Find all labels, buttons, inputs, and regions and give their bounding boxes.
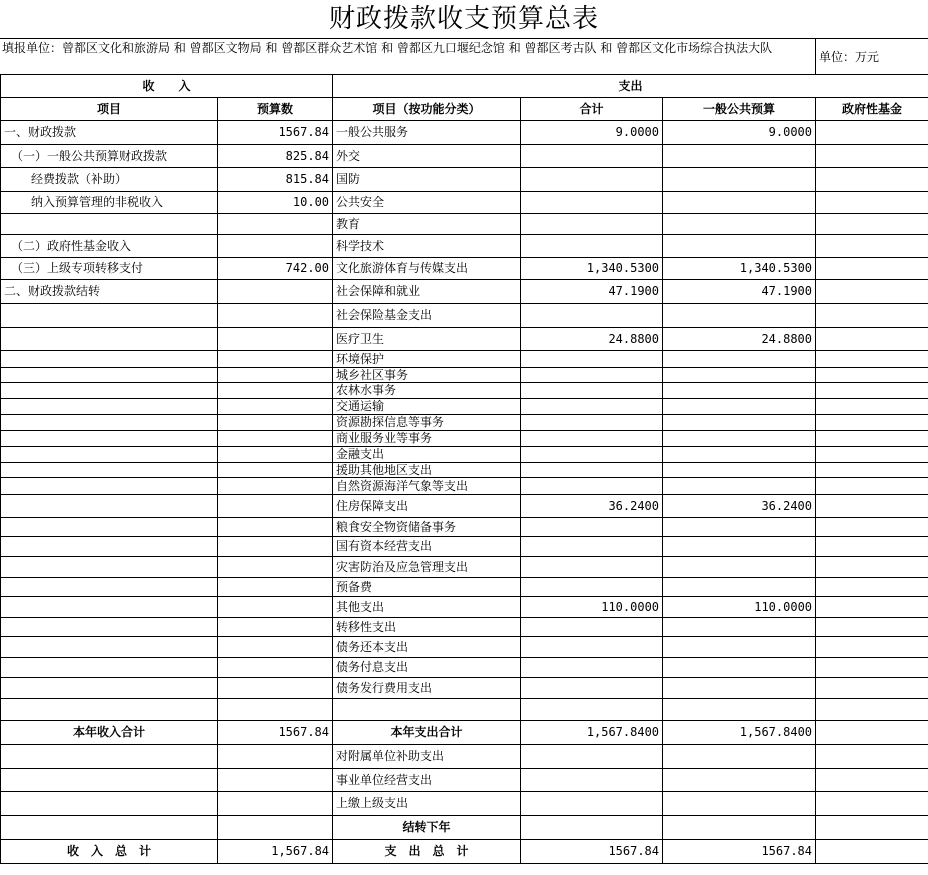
expense-general-cell (663, 637, 816, 658)
income-item-cell: （一）一般公共预算财政拨款 (1, 145, 218, 168)
expense-general-cell (663, 745, 816, 769)
expense-fund-cell (816, 495, 928, 518)
income-item-cell (1, 557, 218, 578)
income-item-cell (1, 415, 218, 431)
income-item-cell (1, 368, 218, 383)
income-item-cell: 一、财政拨款 (1, 121, 218, 145)
income-value-cell (218, 578, 333, 597)
expense-fund-cell (816, 145, 928, 168)
expense-fund-cell (816, 121, 928, 145)
expense-item-cell: 交通运输 (333, 399, 521, 415)
expense-fund-cell (816, 637, 928, 658)
expense-item-cell: 援助其他地区支出 (333, 463, 521, 478)
expense-fund-cell (816, 478, 928, 495)
expense-fund-cell (816, 168, 928, 192)
expense-total-cell: 1567.84 (521, 840, 663, 864)
table-row (1, 399, 928, 415)
table-row (1, 447, 928, 463)
expense-item-cell: 支 出 总 计 (333, 840, 521, 864)
income-item-cell: 收 入 总 计 (1, 840, 218, 864)
expense-general-cell (663, 678, 816, 699)
expense-total-cell: 110.0000 (521, 597, 663, 618)
expense-fund-cell (816, 557, 928, 578)
expense-fund-cell (816, 415, 928, 431)
income-value-cell (218, 399, 333, 415)
expense-item-cell: 债务发行费用支出 (333, 678, 521, 699)
expense-general-cell (663, 816, 816, 840)
expense-fund-cell (816, 463, 928, 478)
expense-general-cell: 9.0000 (663, 121, 816, 145)
expense-general-cell (663, 618, 816, 637)
table-row (1, 192, 928, 214)
expense-total-cell (521, 463, 663, 478)
expense-item-cell: 一般公共服务 (333, 121, 521, 145)
income-value-cell (218, 368, 333, 383)
expense-general-cell (663, 537, 816, 557)
page-title: 财政拨款收支预算总表 (328, 4, 599, 34)
expense-general-cell: 1,567.8400 (663, 721, 816, 745)
income-item-cell (1, 463, 218, 478)
table-row (1, 495, 928, 518)
table-row (1, 478, 928, 495)
expense-general-cell: 24.8800 (663, 328, 816, 351)
expense-general-cell (663, 447, 816, 463)
income-value-cell (218, 658, 333, 678)
expense-total-cell (521, 618, 663, 637)
expense-general-cell (663, 399, 816, 415)
table-row (1, 145, 928, 168)
expense-item-cell: 本年支出合计 (333, 721, 521, 745)
expense-total-cell: 9.0000 (521, 121, 663, 145)
income-value-cell (218, 745, 333, 769)
income-item-cell (1, 518, 218, 537)
income-value-cell: 815.84 (218, 168, 333, 192)
expense-fund-cell (816, 678, 928, 699)
expense-total-cell (521, 431, 663, 447)
income-item-cell (1, 769, 218, 792)
income-item-cell: 本年收入合计 (1, 721, 218, 745)
income-item-cell (1, 431, 218, 447)
income-value-cell (218, 792, 333, 816)
income-value-cell (218, 678, 333, 699)
expense-fund-cell (816, 235, 928, 258)
table-row (1, 578, 928, 597)
table-row (1, 745, 928, 769)
income-item-cell: 经费拨款（补助） (1, 168, 218, 192)
table-row (1, 431, 928, 447)
expense-item-cell: 住房保障支出 (333, 495, 521, 518)
expense-total-cell (521, 537, 663, 557)
expense-general-cell (663, 658, 816, 678)
section-header-row (1, 75, 928, 98)
expense-general-cell (663, 383, 816, 399)
expense-item-cell: 结转下年 (333, 816, 521, 840)
col-header-general: 一般公共预算 (663, 98, 816, 121)
table-row (1, 637, 928, 658)
expense-general-cell: 36.2400 (663, 495, 816, 518)
income-value-cell: 742.00 (218, 258, 333, 280)
expense-general-cell (663, 699, 816, 721)
expense-fund-cell (816, 383, 928, 399)
income-item-cell (1, 383, 218, 399)
expense-total-cell (521, 578, 663, 597)
expense-fund-cell (816, 658, 928, 678)
expense-general-cell (663, 463, 816, 478)
col-header-total: 合计 (521, 98, 663, 121)
expense-item-cell: 资源勘探信息等事务 (333, 415, 521, 431)
expense-fund-cell (816, 280, 928, 304)
income-item-cell (1, 597, 218, 618)
expense-general-cell: 110.0000 (663, 597, 816, 618)
table-row (1, 840, 928, 864)
expense-total-cell (521, 351, 663, 368)
expense-item-cell: 预备费 (333, 578, 521, 597)
table-row (1, 518, 928, 537)
income-header: 收 入 (1, 75, 333, 98)
expense-total-cell (521, 214, 663, 235)
expense-total-cell (521, 447, 663, 463)
col-header-func-item: 项目（按功能分类） (333, 98, 521, 121)
expense-total-cell (521, 415, 663, 431)
income-value-cell (218, 280, 333, 304)
income-item-cell (1, 745, 218, 769)
expense-total-cell (521, 816, 663, 840)
expense-general-cell (663, 792, 816, 816)
expense-item-cell: 国防 (333, 168, 521, 192)
expense-fund-cell (816, 328, 928, 351)
income-value-cell: 10.00 (218, 192, 333, 214)
expense-total-cell (521, 145, 663, 168)
income-item-cell (1, 447, 218, 463)
expense-fund-cell (816, 351, 928, 368)
table-row (1, 699, 928, 721)
table-row (1, 769, 928, 792)
expense-item-cell: 对附属单位补助支出 (333, 745, 521, 769)
income-item-cell (1, 537, 218, 557)
income-value-cell (218, 351, 333, 368)
expense-total-cell (521, 745, 663, 769)
expense-item-cell: 社会保险基金支出 (333, 304, 521, 328)
expense-total-cell (521, 518, 663, 537)
expense-general-cell: 1567.84 (663, 840, 816, 864)
income-item-cell: 纳入预算管理的非税收入 (1, 192, 218, 214)
expense-general-cell: 47.1900 (663, 280, 816, 304)
income-value-cell (218, 537, 333, 557)
income-item-cell: 二、财政拨款结转 (1, 280, 218, 304)
expense-total-cell (521, 658, 663, 678)
income-item-cell (1, 658, 218, 678)
table-row (1, 235, 928, 258)
expense-item-cell: 灾害防治及应急管理支出 (333, 557, 521, 578)
expense-general-cell (663, 368, 816, 383)
expense-header: 支出 (333, 75, 928, 98)
expense-general-cell (663, 145, 816, 168)
expense-general-cell (663, 578, 816, 597)
expense-item-cell: 事业单位经营支出 (333, 769, 521, 792)
expense-total-cell: 36.2400 (521, 495, 663, 518)
income-value-cell (218, 557, 333, 578)
income-value-cell (218, 618, 333, 637)
income-value-cell (218, 637, 333, 658)
income-item-cell (1, 351, 218, 368)
expense-total-cell: 24.8800 (521, 328, 663, 351)
table-row (1, 121, 928, 145)
expense-item-cell: 环境保护 (333, 351, 521, 368)
income-value-cell (218, 816, 333, 840)
table-row (1, 415, 928, 431)
income-item-cell (1, 304, 218, 328)
expense-fund-cell (816, 399, 928, 415)
expense-fund-cell (816, 304, 928, 328)
expense-general-cell (663, 415, 816, 431)
table-row (1, 721, 928, 745)
income-item-cell (1, 792, 218, 816)
expense-total-cell (521, 699, 663, 721)
income-item-cell (1, 214, 218, 235)
income-item-cell (1, 578, 218, 597)
table-row (1, 597, 928, 618)
expense-item-cell: 科学技术 (333, 235, 521, 258)
expense-item-cell: 其他支出 (333, 597, 521, 618)
expense-general-cell (663, 192, 816, 214)
expense-general-cell (663, 478, 816, 495)
expense-item-cell: 城乡社区事务 (333, 368, 521, 383)
expense-fund-cell (816, 769, 928, 792)
expense-item-cell: 上缴上级支出 (333, 792, 521, 816)
expense-item-cell: 债务付息支出 (333, 658, 521, 678)
income-item-cell (1, 699, 218, 721)
income-item-cell (1, 618, 218, 637)
expense-fund-cell (816, 368, 928, 383)
income-value-cell (218, 518, 333, 537)
expense-item-cell: 农林水事务 (333, 383, 521, 399)
income-item-cell: （三）上级专项转移支付 (1, 258, 218, 280)
expense-general-cell (663, 769, 816, 792)
expense-total-cell (521, 637, 663, 658)
table-row (1, 258, 928, 280)
expense-item-cell: 外交 (333, 145, 521, 168)
income-value-cell (218, 328, 333, 351)
unit-info-row (0, 38, 928, 74)
expense-fund-cell (816, 745, 928, 769)
expense-total-cell (521, 383, 663, 399)
income-value-cell: 1567.84 (218, 121, 333, 145)
income-value-cell (218, 495, 333, 518)
table-row (1, 792, 928, 816)
expense-fund-cell (816, 597, 928, 618)
income-value-cell: 1567.84 (218, 721, 333, 745)
expense-item-cell: 公共安全 (333, 192, 521, 214)
table-row (1, 214, 928, 235)
income-value-cell (218, 214, 333, 235)
table-row (1, 328, 928, 351)
expense-total-cell (521, 368, 663, 383)
income-item-cell (1, 495, 218, 518)
expense-general-cell (663, 168, 816, 192)
expense-total-cell: 1,567.8400 (521, 721, 663, 745)
table-row (1, 304, 928, 328)
expense-total-cell (521, 192, 663, 214)
income-item-cell (1, 399, 218, 415)
expense-total-cell (521, 478, 663, 495)
income-value-cell (218, 699, 333, 721)
expense-total-cell (521, 557, 663, 578)
table-row (1, 168, 928, 192)
table-row (1, 280, 928, 304)
expense-general-cell (663, 431, 816, 447)
expense-fund-cell (816, 258, 928, 280)
expense-total-cell (521, 792, 663, 816)
expense-item-cell: 教育 (333, 214, 521, 235)
expense-total-cell (521, 235, 663, 258)
expense-total-cell (521, 769, 663, 792)
expense-general-cell (663, 557, 816, 578)
income-value-cell: 1,567.84 (218, 840, 333, 864)
income-value-cell (218, 597, 333, 618)
income-item-cell (1, 816, 218, 840)
col-header-fund: 政府性基金 (816, 98, 928, 121)
col-header-item: 项目 (1, 98, 218, 121)
reporting-unit: 填报单位：曾都区文化和旅游局 和 曾都区文物局 和 曾都区群众艺术馆 和 曾都区九口堰纪念馆 和 曾都区考古队 和 曾都区文化市场综合执法大队 (2, 41, 773, 55)
expense-item-cell: 商业服务业等事务 (333, 431, 521, 447)
col-header-budget: 预算数 (218, 98, 333, 121)
expense-total-cell (521, 678, 663, 699)
expense-fund-cell (816, 816, 928, 840)
income-value-cell (218, 463, 333, 478)
table-row (1, 678, 928, 699)
income-value-cell (218, 478, 333, 495)
expense-general-cell: 1,340.5300 (663, 258, 816, 280)
expense-general-cell (663, 351, 816, 368)
income-value-cell (218, 383, 333, 399)
expense-total-cell (521, 168, 663, 192)
expense-total-cell (521, 399, 663, 415)
table-row (1, 368, 928, 383)
expense-fund-cell (816, 537, 928, 557)
expense-fund-cell (816, 578, 928, 597)
expense-general-cell (663, 304, 816, 328)
expense-item-cell: 粮食安全物资储备事务 (333, 518, 521, 537)
expense-item-cell: 自然资源海洋气象等支出 (333, 478, 521, 495)
expense-general-cell (663, 214, 816, 235)
income-value-cell: 825.84 (218, 145, 333, 168)
expense-fund-cell (816, 192, 928, 214)
expense-fund-cell (816, 447, 928, 463)
income-value-cell (218, 431, 333, 447)
expense-item-cell: 转移性支出 (333, 618, 521, 637)
income-value-cell (218, 447, 333, 463)
expense-total-cell: 47.1900 (521, 280, 663, 304)
income-item-cell (1, 328, 218, 351)
expense-item-cell: 债务还本支出 (333, 637, 521, 658)
expense-fund-cell (816, 699, 928, 721)
table-row (1, 463, 928, 478)
income-value-cell (218, 235, 333, 258)
table-row (1, 618, 928, 637)
expense-item-cell: 国有资本经营支出 (333, 537, 521, 557)
expense-fund-cell (816, 721, 928, 745)
expense-total-cell (521, 304, 663, 328)
expense-general-cell (663, 235, 816, 258)
column-header-row (1, 98, 928, 121)
table-row (1, 816, 928, 840)
income-item-cell (1, 637, 218, 658)
expense-fund-cell (816, 214, 928, 235)
expense-item-cell (333, 699, 521, 721)
income-item-cell: （二）政府性基金收入 (1, 235, 218, 258)
expense-item-cell: 金融支出 (333, 447, 521, 463)
expense-item-cell: 医疗卫生 (333, 328, 521, 351)
table-row (1, 658, 928, 678)
budget-table (0, 74, 928, 864)
income-value-cell (218, 304, 333, 328)
income-value-cell (218, 769, 333, 792)
table-row (1, 383, 928, 399)
expense-fund-cell (816, 431, 928, 447)
income-item-cell (1, 478, 218, 495)
income-item-cell (1, 678, 218, 699)
expense-general-cell (663, 518, 816, 537)
table-row (1, 557, 928, 578)
expense-item-cell: 文化旅游体育与传媒支出 (333, 258, 521, 280)
table-row (1, 351, 928, 368)
expense-total-cell: 1,340.5300 (521, 258, 663, 280)
income-value-cell (218, 415, 333, 431)
currency-unit: 单位：万元 (815, 39, 928, 75)
expense-fund-cell (816, 518, 928, 537)
expense-fund-cell (816, 792, 928, 816)
table-row (1, 537, 928, 557)
expense-item-cell: 社会保障和就业 (333, 280, 521, 304)
expense-fund-cell (816, 618, 928, 637)
expense-fund-cell (816, 840, 928, 864)
